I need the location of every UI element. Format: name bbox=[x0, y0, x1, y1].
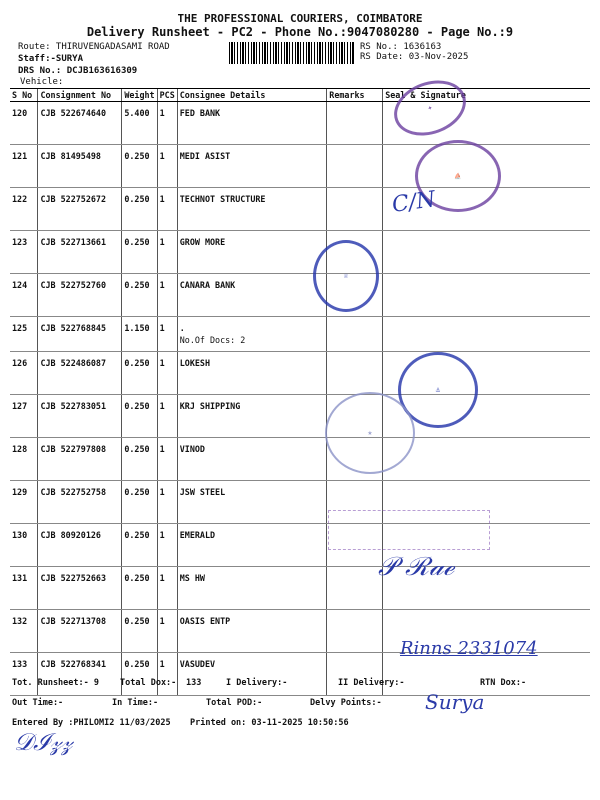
col-consignment: Consignment No bbox=[38, 89, 122, 102]
cell-cno-text: CJB 81495498 bbox=[40, 151, 101, 161]
cell-pcs bbox=[157, 188, 177, 231]
cell-cno-text: CJB 80920126 bbox=[40, 530, 101, 540]
rtn-dox: RTN Dox:- bbox=[480, 678, 527, 688]
table-row bbox=[10, 481, 590, 524]
cell-sno-text: 130 bbox=[12, 530, 28, 540]
cell-cno bbox=[38, 438, 122, 481]
cell-weight bbox=[122, 352, 157, 395]
cell-consignee bbox=[177, 188, 327, 231]
cell-consignee bbox=[177, 102, 327, 145]
cell-weight-text: 0.250 bbox=[124, 280, 150, 290]
tot-runsheet: Tot. Runsheet:- 9 bbox=[12, 678, 99, 688]
cell-remarks bbox=[327, 610, 383, 653]
table-row bbox=[10, 317, 590, 352]
cell-weight-text: 0.250 bbox=[124, 151, 150, 161]
col-remarks: Remarks bbox=[327, 89, 383, 102]
cell-cno-text: CJB 522486087 bbox=[40, 358, 107, 368]
barcode bbox=[229, 42, 355, 64]
cell-sno-text: 132 bbox=[12, 616, 28, 626]
cell-cno bbox=[38, 610, 122, 653]
total-dox-value: 133 bbox=[186, 678, 202, 688]
table-row bbox=[10, 352, 590, 395]
out-time: Out Time:- bbox=[12, 698, 64, 708]
cell-signature bbox=[383, 231, 590, 274]
cell-cno-text: CJB 522752672 bbox=[40, 194, 107, 204]
i-delivery: I Delivery:- bbox=[226, 678, 288, 688]
cell-cno bbox=[38, 524, 122, 567]
cell-weight bbox=[122, 231, 157, 274]
cell-pcs bbox=[157, 317, 177, 352]
cell-remarks bbox=[327, 102, 383, 145]
table-row bbox=[10, 438, 590, 481]
cell-weight bbox=[122, 524, 157, 567]
cell-sno bbox=[10, 188, 38, 231]
cell-note: No.Of Docs: 2 bbox=[179, 335, 246, 345]
runsheet-title: Delivery Runsheet - PC2 - Phone No.:9047080280 - Page No.:9 bbox=[86, 25, 514, 39]
cell-consignee-text: . bbox=[179, 323, 185, 333]
table-row bbox=[10, 231, 590, 274]
cell-cno bbox=[38, 352, 122, 395]
cell-weight-text: 0.250 bbox=[124, 659, 150, 669]
cell-pcs-text: 1 bbox=[159, 194, 165, 204]
col-weight: Weight bbox=[122, 89, 157, 102]
cell-remarks bbox=[327, 653, 383, 696]
cell-weight-text: 0.250 bbox=[124, 237, 150, 247]
stamp-medi-assist: ⛵ bbox=[415, 140, 501, 212]
cell-cno bbox=[38, 481, 122, 524]
cell-pcs bbox=[157, 231, 177, 274]
cell-consignee-text: MEDI ASIST bbox=[179, 151, 231, 161]
cell-cno-text: CJB 522768341 bbox=[40, 659, 107, 669]
cell-consignee bbox=[177, 653, 327, 696]
cell-weight-text: 0.250 bbox=[124, 401, 150, 411]
cell-sno-text: 123 bbox=[12, 237, 28, 247]
cell-pcs-text: 1 bbox=[159, 323, 165, 333]
table-row bbox=[10, 145, 590, 188]
cell-pcs-text: 1 bbox=[159, 487, 165, 497]
cell-weight-text: 0.250 bbox=[124, 487, 150, 497]
cell-consignee-text: KRJ SHIPPING bbox=[179, 401, 241, 411]
stamp-insurance: ★ bbox=[325, 392, 415, 474]
cell-pcs-text: 1 bbox=[159, 108, 165, 118]
cell-sno bbox=[10, 567, 38, 610]
cell-sno-text: 133 bbox=[12, 659, 28, 669]
drs-number: DRS No.: DCJB163616309 bbox=[18, 66, 138, 76]
cell-cno bbox=[38, 274, 122, 317]
cell-signature bbox=[383, 438, 590, 481]
rs-number: RS No.: 1636163 bbox=[360, 42, 442, 52]
cell-pcs bbox=[157, 145, 177, 188]
cell-sno bbox=[10, 610, 38, 653]
handwritten-note: Rinns 2331074 bbox=[400, 638, 538, 659]
cell-sno-text: 131 bbox=[12, 573, 28, 583]
cell-pcs-text: 1 bbox=[159, 358, 165, 368]
in-time: In Time:- bbox=[112, 698, 159, 708]
cell-cno bbox=[38, 145, 122, 188]
cell-sno bbox=[10, 395, 38, 438]
cell-pcs bbox=[157, 352, 177, 395]
cell-sno-text: 121 bbox=[12, 151, 28, 161]
cell-weight-text: 5.400 bbox=[124, 108, 150, 118]
table-row bbox=[10, 567, 590, 610]
cell-pcs-text: 1 bbox=[159, 573, 165, 583]
cell-pcs-text: 1 bbox=[159, 280, 165, 290]
cell-cno bbox=[38, 653, 122, 696]
cell-consignee-text: TECHNOT STRUCTURE bbox=[179, 194, 266, 204]
cell-weight bbox=[122, 145, 157, 188]
vehicle: Vehicle: bbox=[20, 77, 64, 87]
cell-cno bbox=[38, 395, 122, 438]
cell-consignee bbox=[177, 352, 327, 395]
cell-pcs bbox=[157, 653, 177, 696]
cell-pcs-text: 1 bbox=[159, 530, 165, 540]
table-row bbox=[10, 188, 590, 231]
cell-cno-text: CJB 522674640 bbox=[40, 108, 107, 118]
cell-pcs bbox=[157, 102, 177, 145]
cell-consignee-text: JSW STEEL bbox=[179, 487, 226, 497]
cell-consignee-text: FED BANK bbox=[179, 108, 221, 118]
cell-remarks bbox=[327, 317, 383, 352]
cell-cno-text: CJB 522752760 bbox=[40, 280, 107, 290]
signature-122: C/N bbox=[390, 187, 438, 218]
cell-weight bbox=[122, 395, 157, 438]
cell-remarks bbox=[327, 145, 383, 188]
cell-consignee bbox=[177, 231, 327, 274]
cell-consignee-text: EMERALD bbox=[179, 530, 216, 540]
cell-remarks bbox=[327, 567, 383, 610]
cell-pcs-text: 1 bbox=[159, 151, 165, 161]
cell-sno-text: 129 bbox=[12, 487, 28, 497]
cell-cno bbox=[38, 102, 122, 145]
cell-signature bbox=[383, 317, 590, 352]
cell-cno-text: CJB 522797808 bbox=[40, 444, 107, 454]
cell-weight bbox=[122, 317, 157, 352]
cell-pcs-text: 1 bbox=[159, 616, 165, 626]
cell-weight bbox=[122, 274, 157, 317]
cell-pcs bbox=[157, 395, 177, 438]
cell-pcs-text: 1 bbox=[159, 401, 165, 411]
company-name: THE PROFESSIONAL COURIERS, COIMBATORE bbox=[177, 12, 423, 25]
cell-sno bbox=[10, 352, 38, 395]
cell-consignee bbox=[177, 395, 327, 438]
col-consignee: Consignee Details bbox=[177, 89, 327, 102]
cell-pcs bbox=[157, 567, 177, 610]
cell-sno-text: 127 bbox=[12, 401, 28, 411]
cell-weight-text: 1.150 bbox=[124, 323, 150, 333]
cell-consignee bbox=[177, 317, 327, 352]
cell-remarks bbox=[327, 352, 383, 395]
cell-consignee bbox=[177, 610, 327, 653]
cell-consignee-text: OASIS ENTP bbox=[179, 616, 231, 626]
table-header bbox=[10, 89, 590, 102]
cell-consignee bbox=[177, 274, 327, 317]
cell-consignee bbox=[177, 567, 327, 610]
table-row bbox=[10, 395, 590, 438]
cell-cno-text: CJB 522783051 bbox=[40, 401, 107, 411]
rs-date: RS Date: 03-Nov-2025 bbox=[360, 52, 469, 62]
cell-pcs bbox=[157, 610, 177, 653]
route: Route: THIRUVENGADASAMI ROAD bbox=[18, 42, 170, 52]
cell-weight-text: 0.250 bbox=[124, 616, 150, 626]
cell-pcs-text: 1 bbox=[159, 237, 165, 247]
cell-pcs bbox=[157, 274, 177, 317]
cell-consignee bbox=[177, 524, 327, 567]
cell-sno-text: 124 bbox=[12, 280, 28, 290]
staff: Staff:-SURYA bbox=[18, 54, 84, 64]
runsheet-table bbox=[10, 88, 590, 696]
stamp-krj-shipping: ⚓ bbox=[398, 352, 478, 428]
cell-weight bbox=[122, 438, 157, 481]
cell-signature bbox=[383, 274, 590, 317]
cell-sno bbox=[10, 231, 38, 274]
cell-weight bbox=[122, 610, 157, 653]
cell-sno bbox=[10, 274, 38, 317]
cell-cno-text: CJB 522768845 bbox=[40, 323, 107, 333]
cell-weight bbox=[122, 567, 157, 610]
cell-sno bbox=[10, 102, 38, 145]
cell-remarks bbox=[327, 188, 383, 231]
cell-weight-text: 0.250 bbox=[124, 573, 150, 583]
stamp-emerald bbox=[328, 510, 490, 550]
total-pod: Total POD:- bbox=[206, 698, 263, 708]
printed-on: Printed on: 03-11-2025 10:50:56 bbox=[190, 718, 349, 728]
cell-consignee-text: CANARA BANK bbox=[179, 280, 236, 290]
cell-weight bbox=[122, 653, 157, 696]
total-dox-label: Total Dox:- bbox=[120, 678, 177, 688]
cell-consignee-text: GROW MORE bbox=[179, 237, 226, 247]
cell-cno bbox=[38, 567, 122, 610]
cell-consignee bbox=[177, 145, 327, 188]
cell-pcs bbox=[157, 481, 177, 524]
cell-weight bbox=[122, 188, 157, 231]
cell-weight-text: 0.250 bbox=[124, 444, 150, 454]
delvy-points: Delvy Points:- bbox=[310, 698, 382, 708]
cell-consignee-text: MS HW bbox=[179, 573, 205, 583]
cell-consignee-text: LOKESH bbox=[179, 358, 211, 368]
cell-cno bbox=[38, 317, 122, 352]
cell-weight bbox=[122, 481, 157, 524]
cell-consignee-text: VINOD bbox=[179, 444, 205, 454]
cell-cno-text: CJB 522713661 bbox=[40, 237, 107, 247]
cell-consignee bbox=[177, 438, 327, 481]
cell-weight bbox=[122, 102, 157, 145]
cell-weight-text: 0.250 bbox=[124, 194, 150, 204]
signature-entered: 𝒟ℐ𝓏𝓏 bbox=[14, 728, 73, 756]
col-signature: Seal & Signature bbox=[383, 89, 590, 102]
cell-sno bbox=[10, 438, 38, 481]
cell-cno-text: CJB 522713708 bbox=[40, 616, 107, 626]
cell-pcs bbox=[157, 524, 177, 567]
cell-sno-text: 122 bbox=[12, 194, 28, 204]
cell-consignee bbox=[177, 481, 327, 524]
cell-cno bbox=[38, 188, 122, 231]
table-row bbox=[10, 524, 590, 567]
cell-pcs-text: 1 bbox=[159, 659, 165, 669]
signature-surya: Surya bbox=[425, 690, 485, 714]
signature-131: 𝒫 ℛ𝒶ℯ bbox=[378, 552, 454, 582]
cell-weight-text: 0.250 bbox=[124, 530, 150, 540]
stamp-canara-bank: ♕ bbox=[313, 240, 379, 312]
cell-weight-text: 0.250 bbox=[124, 358, 150, 368]
cell-sno-text: 128 bbox=[12, 444, 28, 454]
cell-sno bbox=[10, 317, 38, 352]
ii-delivery: II Delivery:- bbox=[338, 678, 405, 688]
table-row bbox=[10, 274, 590, 317]
cell-sno bbox=[10, 145, 38, 188]
cell-sno-text: 125 bbox=[12, 323, 28, 333]
cell-cno bbox=[38, 231, 122, 274]
cell-sno-text: 120 bbox=[12, 108, 28, 118]
cell-consignee-text: VASUDEV bbox=[179, 659, 216, 669]
table-row bbox=[10, 102, 590, 145]
cell-sno bbox=[10, 653, 38, 696]
col-pcs: PCS bbox=[157, 89, 177, 102]
cell-cno-text: CJB 522752758 bbox=[40, 487, 107, 497]
cell-pcs-text: 1 bbox=[159, 444, 165, 454]
cell-sno bbox=[10, 524, 38, 567]
cell-sno bbox=[10, 481, 38, 524]
stamp-fed-bank: ✦ bbox=[386, 71, 473, 145]
cell-pcs bbox=[157, 438, 177, 481]
entered-by: Entered By :PHILOMI2 11/03/2025 bbox=[12, 718, 171, 728]
cell-sno-text: 126 bbox=[12, 358, 28, 368]
cell-cno-text: CJB 522752663 bbox=[40, 573, 107, 583]
col-sno: S No bbox=[10, 89, 38, 102]
